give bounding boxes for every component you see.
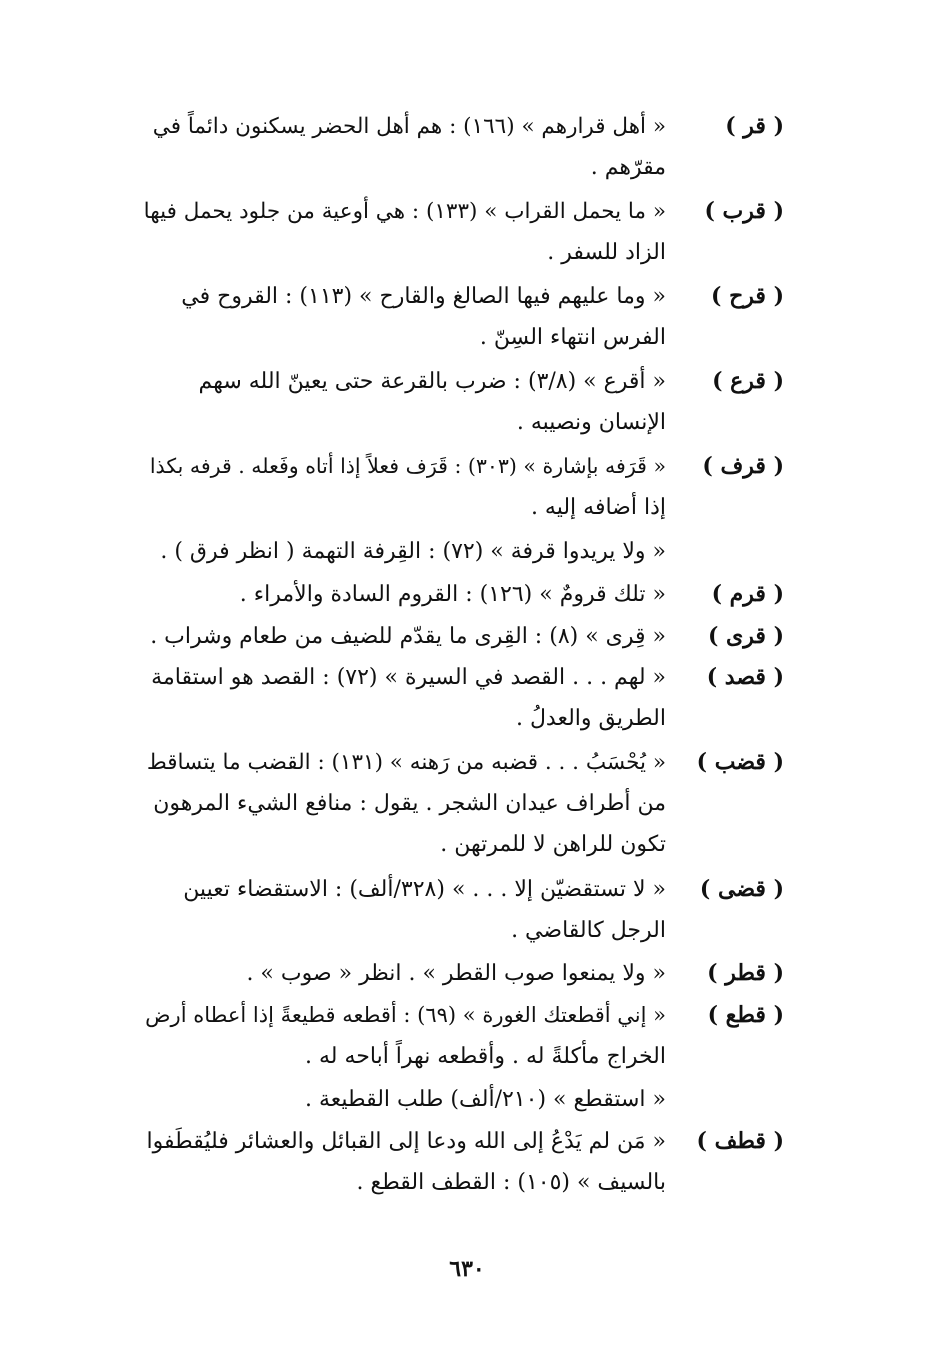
entry-body: [144, 191, 666, 273]
entry-line: إذا أضافه إليه .: [530, 495, 666, 520]
entry-root: ( قرب ): [704, 198, 784, 224]
entry-line: بالسيف » (١٠٥) : القطف القطع .: [356, 1170, 666, 1195]
entry-body: [144, 1121, 666, 1203]
entry-line: « قَرَفه بإشارة » (٣٠٣) : قَرَف فعلاً إذا أتاه وفَعله . قرفه بكذا: [149, 454, 666, 478]
entry-body: [144, 361, 666, 443]
entry-body: [144, 574, 666, 615]
entry-root: ( قضى ): [699, 876, 784, 902]
entry-body: [144, 953, 666, 994]
entry-body: [144, 276, 666, 358]
entry-root: ( قر ): [725, 113, 784, 139]
entry-line: « تلك قرومٌ » (١٢٦) : القروم السادة والأمراء .: [239, 582, 666, 607]
entry-line: « يُحْسَبُ . . . قضبه من رَهنه » (١٣١) : القضب ما يتساقط: [146, 750, 666, 775]
entry-root: ( قطر ): [707, 960, 784, 986]
entry-line: الزاد للسفر .: [547, 240, 666, 265]
entry-line: « أقرع » (٣/٨) : ضرب بالقرعة حتى يعينّ الله سهم: [198, 369, 666, 394]
entry-line: « أهل قرارهم » (١٦٦) : هم أهل الحضر يسكنون دائماً في: [152, 114, 666, 139]
entry-body: [144, 869, 666, 951]
entry-body: [144, 446, 666, 528]
entry-root: ( قصد ): [706, 664, 784, 690]
entry-root: ( قطع ): [707, 1002, 784, 1028]
page-number: ٦٣٠: [449, 1256, 485, 1282]
entry-root: ( قرح ): [711, 283, 784, 309]
entry-line: الرجل كالقاضي .: [511, 918, 666, 943]
entry-line: الخراج مأكلةً له . وأقطعه نهراً أباحه له .: [305, 1044, 666, 1069]
entry-root: ( قرى ): [707, 623, 784, 649]
entry-line: « قِرى » (٨) : القِرى ما يقدّم للضيف من طعام وشراب .: [150, 624, 666, 649]
entry-line: « مَن لم يَدْعُ إلى الله ودعا إلى القبائل والعشائر فليُقطَفوا: [146, 1129, 666, 1154]
entry-line: الطريق والعدلُ .: [515, 706, 666, 731]
entry-line: « ما يحمل القراب » (١٣٣) : هي أوعية من جلود يحمل فيها: [143, 199, 666, 224]
entry-line: « لا تستقضيّن إلا . . . » (٣٢٨/ألف) : الاستقضاء تعيين: [183, 877, 666, 902]
entry-root: ( قرع ): [712, 368, 784, 394]
entry-line: « لهم . . . القصد في السيرة » (٧٢) : القصد هو استقامة: [151, 665, 666, 690]
entry-body: [144, 616, 666, 657]
entry-line: من أطراف عيدان الشجر . يقول : منافع الشيء المرهون: [153, 791, 666, 816]
entry-root: ( قطف ): [696, 1128, 784, 1154]
entry-line: تكون للراهن لا للمرتهن .: [440, 832, 666, 857]
entry-root: ( قرم ): [711, 581, 784, 607]
entry-continuation: « ولا يريدوا قرفة » (٧٢) : القِرفة التهمة ( انظر فرق ) .: [160, 539, 666, 564]
entry-continuation: « استقطع » (٢١٠/ألف) طلب القطيعة .: [304, 1087, 666, 1112]
entry-root: ( قرف ): [702, 453, 784, 479]
entry-line: الإنسان ونصيبه .: [516, 410, 666, 435]
entry-line: « إني أقطعتك الغورة » (٦٩) : أقطعه قطيعةً إذا أعطاه أرض: [145, 1003, 666, 1027]
entry-line: مقرّهم .: [590, 155, 666, 180]
entry-line: « وما عليهم فيها الصالغ والقارح » (١١٣) : القروح في: [181, 284, 666, 309]
entry-body: [144, 657, 666, 739]
entry-body: [144, 995, 666, 1077]
entry-body: [144, 742, 666, 865]
entry-line: « ولا يمنعوا صوب القطر » . انظر « صوب » .: [246, 961, 666, 986]
entry-line: الفرس انتهاء السِنّ .: [479, 325, 666, 350]
entry-body: [144, 106, 666, 188]
entry-root: ( قضب ): [696, 749, 784, 775]
